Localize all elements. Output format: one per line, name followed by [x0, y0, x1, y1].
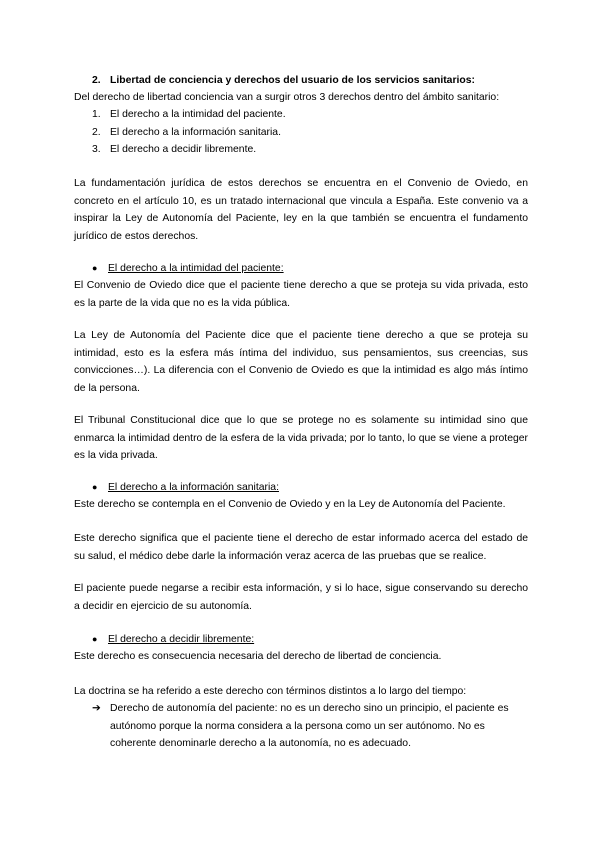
bullet-icon: ●	[92, 482, 98, 492]
informacion-paragraph-3: El paciente puede negarse a recibir esta información, y si lo hace, sigue conservando su derecho a decidir en ejercicio de su autonomía.	[74, 583, 528, 612]
rights-list	[92, 106, 522, 159]
informacion-paragraph-2: Este derecho significa que el paciente tiene el derecho de estar informado acerca del estado de su salud, el médico debe darle la información veraz acerca de las pruebas que se realice.	[74, 533, 528, 562]
section-number: 2.	[92, 75, 101, 86]
section-title: Libertad de conciencia y derechos del usuario de los servicios sanitarios:	[110, 75, 475, 86]
informacion-heading: ● El derecho a la información sanitaria:	[92, 479, 279, 497]
arrow-right-icon: ➔	[92, 703, 101, 714]
informacion-paragraph-1: Este derecho se contempla en el Convenio de Oviedo y en la Ley de Autonomía del Paciente.	[74, 499, 506, 510]
section-intro: Del derecho de libertad conciencia van a surgir otros 3 derechos dentro del ámbito sanitario:	[74, 92, 500, 103]
decidir-paragraph-1: Este derecho es consecuencia necesaria del derecho de libertad de conciencia.	[74, 651, 442, 662]
list-item: 1. El derecho a la intimidad del paciente.	[92, 109, 286, 120]
intimidad-paragraph-1: El Convenio de Oviedo dice que el paciente tiene derecho a que se proteja su vida privada, esto es la parte de la vida que no es la vida pública.	[74, 280, 528, 309]
decidir-paragraph-2: La doctrina se ha referido a este derecho con términos distintos a lo largo del tiempo:	[74, 686, 467, 697]
intimidad-paragraph-3: El Tribunal Constitucional dice que lo que se protege no es solamente su intimidad sino que enmarca la intimidad dentro de la esfera de la vida privada; por lo tanto, lo que se viene a proteger es la vida privada.	[74, 415, 528, 462]
section-heading	[92, 72, 475, 90]
bullet-icon: ●	[92, 263, 98, 273]
list-item: 2. El derecho a la información sanitaria.	[92, 126, 281, 138]
bullet-icon: ●	[92, 634, 98, 644]
arrow-item-text: Derecho de autonomía del paciente: no es un derecho sino un principio, el paciente es autónomo porque la norma considera a la persona como un ser autónomo. No es coherente denominarle derecho a la autonomía, no es adecuado.	[110, 703, 509, 750]
foundation-paragraph: La fundamentación jurídica de estos derechos se encuentra en el Convenio de Oviedo, en concreto en el artículo 10, es un tratado internacional que vincula a España. Este convenio va a inspirar la Ley de Autonomía del Paciente, ley en la que también se encuentra el fundamento jurídico de estos derechos.	[74, 178, 528, 242]
list-item: 3. El derecho a decidir libremente.	[92, 144, 257, 156]
decidir-arrow-item	[92, 700, 528, 753]
intimidad-heading: ● El derecho a la intimidad del paciente:	[92, 260, 284, 278]
intimidad-paragraph-2: La Ley de Autonomía del Paciente dice que el paciente tiene derecho a que se proteja su intimidad, esto es la esfera más íntima del individuo, sus pensamientos, sus creencias, sus convicciones…). La diferencia con el Convenio de Oviedo es que la intimidad es algo más íntimo de la persona.	[74, 330, 528, 394]
decidir-heading: ● El derecho a decidir libremente:	[92, 631, 254, 649]
